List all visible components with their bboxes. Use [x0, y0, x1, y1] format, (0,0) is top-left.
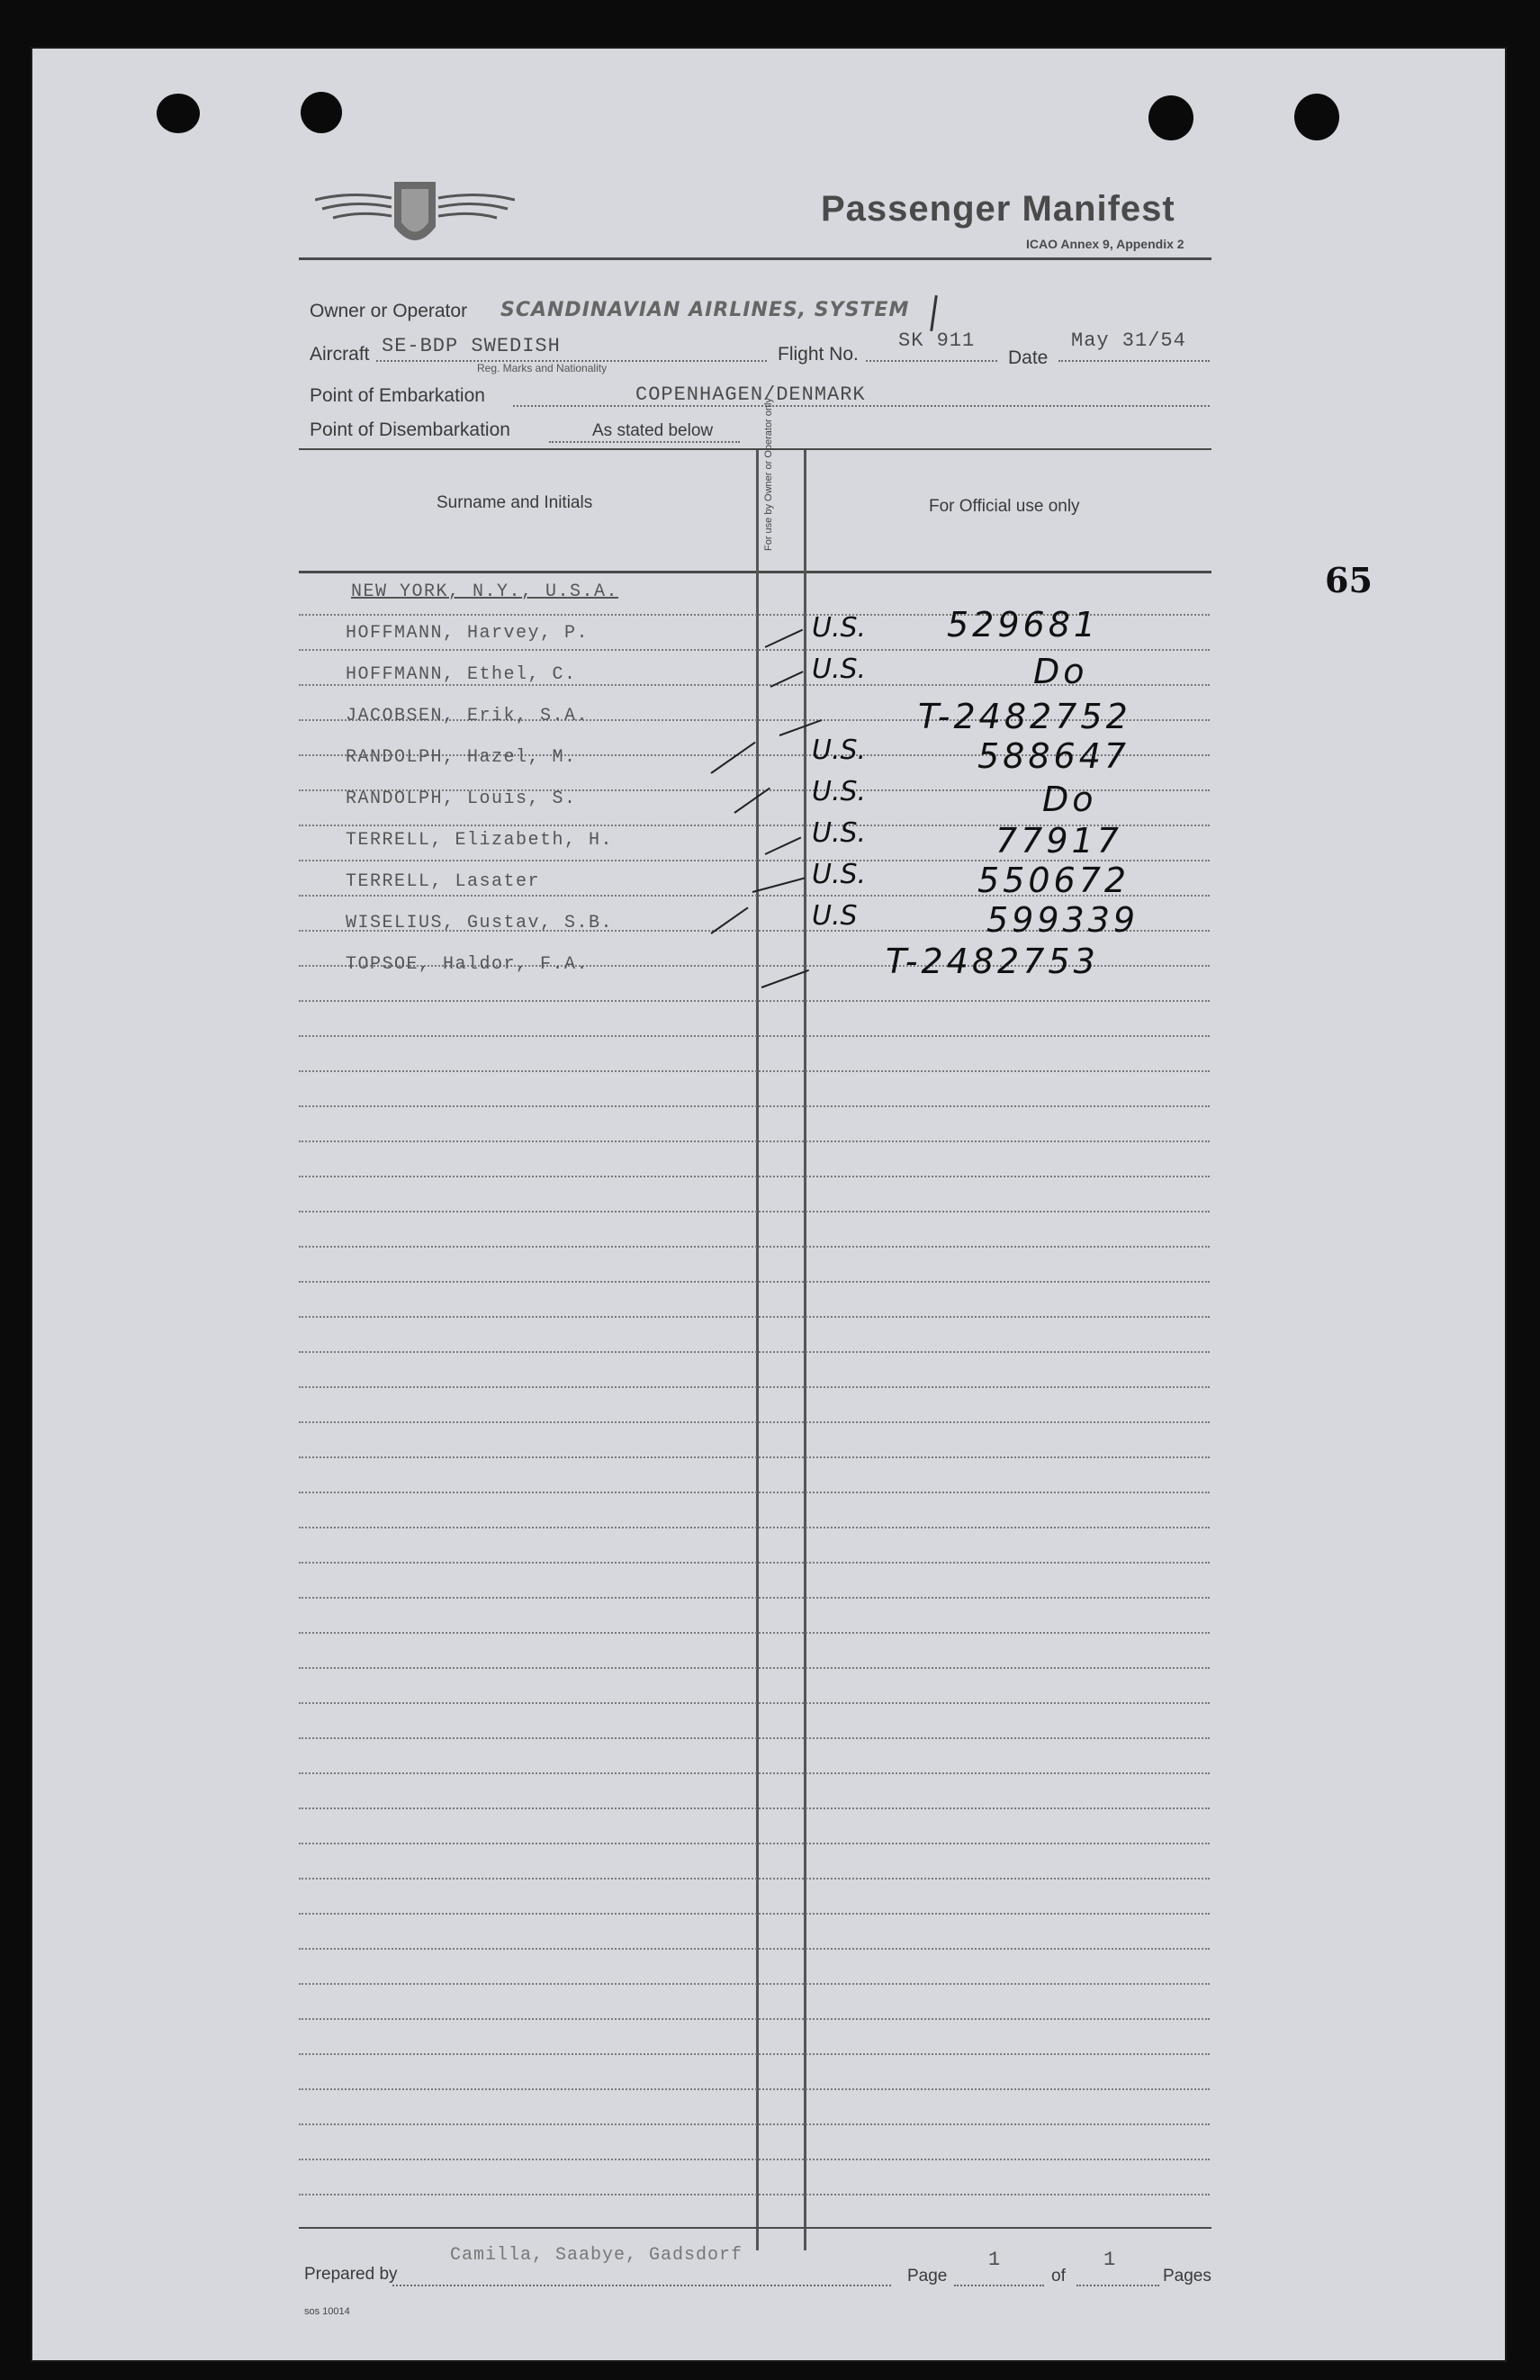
page-value: 1 — [988, 2249, 1002, 2271]
passenger-name: JACOBSEN, Erik, S.A. — [346, 706, 590, 726]
passenger-nationality: U.S. — [812, 735, 867, 766]
passenger-document-number: 550672 — [977, 861, 1130, 900]
ruled-line — [299, 649, 1210, 651]
passenger-nationality: U.S — [812, 900, 858, 932]
passenger-name: RANDOLPH, Louis, S. — [346, 789, 577, 809]
passenger-nationality: U.S. — [812, 612, 867, 644]
passenger-name: HOFFMANN, Harvey, P. — [346, 623, 590, 644]
divider — [299, 571, 1211, 573]
ruled-line — [299, 1772, 1210, 1774]
ruled-line — [299, 1702, 1210, 1704]
ruled-line — [299, 1878, 1210, 1880]
passenger-document-number: Do — [1033, 652, 1088, 691]
passenger-name: RANDOLPH, Hazel, M. — [346, 747, 577, 768]
ruled-line — [299, 2194, 1210, 2195]
aircraft-label: Aircraft — [310, 344, 370, 365]
passenger-name: TOPSOE, Haldor, F.A. — [346, 954, 590, 975]
ruled-line — [299, 1246, 1210, 1248]
ruled-line — [299, 1211, 1210, 1213]
passenger-nationality: U.S. — [812, 654, 867, 685]
ruled-line — [299, 2018, 1210, 2020]
destination-heading: NEW YORK, N.Y., U.S.A. — [351, 581, 619, 602]
ruled-line — [299, 2053, 1210, 2055]
form-title: Passenger Manifest — [821, 189, 1175, 229]
flight-label: Flight No. — [778, 344, 859, 365]
ruled-line — [299, 1632, 1210, 1634]
punch-hole — [301, 92, 342, 133]
date-value: May 31/54 — [1071, 329, 1186, 352]
ruled-line — [299, 1386, 1210, 1388]
ruled-line — [299, 1105, 1210, 1107]
ruled-line — [299, 1527, 1210, 1528]
ruled-line — [299, 1948, 1210, 1950]
ruled-line — [299, 1281, 1210, 1283]
ruled-line — [299, 1843, 1210, 1844]
passenger-document-number: 529681 — [947, 605, 1100, 645]
ruled-line — [299, 1000, 1210, 1002]
punch-hole — [1148, 95, 1193, 140]
passenger-nationality: U.S. — [812, 859, 867, 890]
disembarkation-label: Point of Disembarkation — [310, 419, 510, 440]
ruled-line — [299, 1667, 1210, 1669]
punch-hole — [1294, 94, 1339, 140]
disembarkation-value: As stated below — [592, 421, 714, 440]
ruled-line — [299, 1737, 1210, 1739]
passenger-document-number: T-2482753 — [886, 942, 1099, 981]
owner-value: SCANDINAVIAN AIRLINES, SYSTEM — [500, 299, 910, 321]
ruled-line — [299, 1316, 1210, 1318]
embarkation-label: Point of Embarkation — [310, 385, 485, 406]
form-code: sos 10014 — [304, 2306, 350, 2317]
passenger-name: TERRELL, Lasater — [346, 871, 541, 892]
ruled-line — [299, 1492, 1210, 1493]
ruled-line — [299, 2088, 1210, 2090]
passenger-document-number: 599339 — [986, 900, 1139, 940]
aircraft-value: SE-BDP SWEDISH — [382, 335, 561, 357]
aircraft-sub-label: Reg. Marks and Nationality — [477, 362, 608, 374]
page-number-stamp: 65 — [1325, 560, 1373, 600]
ruled-line — [299, 2123, 1210, 2125]
of-label: of — [1051, 2267, 1066, 2285]
ruled-line — [299, 1456, 1210, 1458]
column-header-operator: For use by Owner or Operator only — [763, 398, 774, 551]
ruled-line — [299, 1808, 1210, 1809]
passenger-nationality: U.S. — [812, 776, 867, 807]
passenger-document-number: Do — [1042, 780, 1097, 819]
ruled-line — [299, 1983, 1210, 1985]
passenger-document-number: 588647 — [977, 736, 1130, 776]
ruled-line — [299, 1597, 1210, 1599]
owner-label: Owner or Operator — [310, 301, 468, 321]
ruled-line — [299, 1176, 1210, 1177]
passenger-name: TERRELL, Elizabeth, H. — [346, 830, 614, 851]
ruled-line — [299, 1140, 1210, 1142]
passenger-name: HOFFMANN, Ethel, C. — [346, 664, 577, 685]
ruled-line — [299, 1913, 1210, 1915]
page-label: Page — [907, 2267, 948, 2285]
punch-hole — [157, 94, 200, 133]
flight-value: SK 911 — [898, 329, 976, 352]
ruled-line — [299, 1070, 1210, 1072]
passenger-nationality: U.S. — [812, 817, 867, 849]
column-header-names: Surname and Initials — [437, 493, 593, 512]
winged-emblem-icon — [315, 173, 515, 258]
divider — [299, 2227, 1211, 2229]
column-header-official: For Official use only — [929, 497, 1080, 516]
date-label: Date — [1008, 347, 1049, 368]
ruled-line — [299, 2159, 1210, 2160]
divider — [299, 257, 1211, 260]
embarkation-value: COPENHAGEN/DENMARK — [635, 383, 866, 406]
passenger-name: WISELIUS, Gustav, S.B. — [346, 913, 614, 933]
prepared-by-value: Camilla, Saabye, Gadsdorf — [450, 2245, 743, 2266]
passenger-document-number: T-2482752 — [918, 697, 1131, 736]
prepared-by-label: Prepared by — [304, 2265, 398, 2284]
ruled-line — [299, 1562, 1210, 1564]
ruled-line — [299, 1035, 1210, 1037]
divider — [299, 448, 1211, 450]
pages-label: Pages — [1163, 2267, 1211, 2285]
of-value: 1 — [1103, 2249, 1117, 2271]
ruled-line — [299, 1351, 1210, 1353]
ruled-line — [299, 1421, 1210, 1423]
passenger-document-number: 77917 — [995, 821, 1122, 861]
form-subtitle: ICAO Annex 9, Appendix 2 — [1026, 237, 1184, 251]
